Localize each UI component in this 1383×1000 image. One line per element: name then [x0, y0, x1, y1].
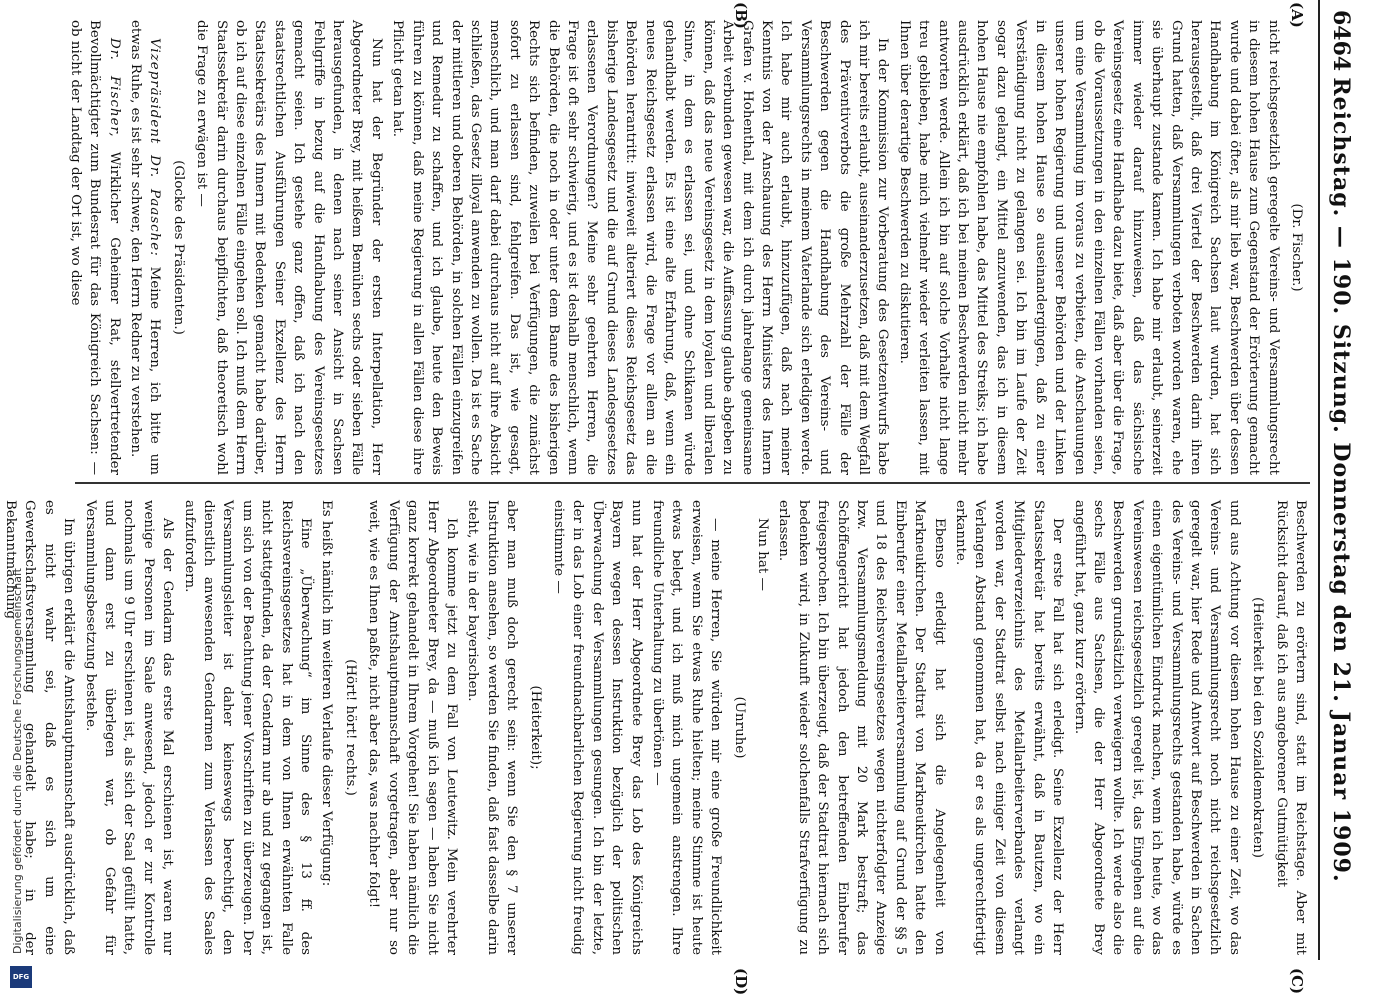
interjection: (Hört! hört! rechts.): [342, 659, 358, 796]
speaker-name: Dr. Fischer,: [106, 38, 122, 138]
paragraph: Nun hat —: [755, 518, 771, 591]
speaker-text: Meine Herren, ich bitte um etwas Ruhe, es ist sehr schwer, den Herrn Redner zu verstehen.: [128, 20, 163, 475]
quote-paragraph: Als der Gendarm das erste Mal erschienen ist, waren nur wenige Personen im Saale anwesend, jedoch er zur Kontrolle nochmals um 9 Uhr erschienen ist, als sich der Saal gefüllt hatte, und dann erst zu überlegen war, ob Gefahr für Versammlungsbesetzung bestehe.: [82, 500, 176, 955]
margin-mark-d: (D): [732, 968, 750, 996]
paragraph: Ich komme jetzt zu dem Fall von Leutewitz. Mein verehrter Herr Abgeordneter Brey, da — muß ich sagen — haben Sie nicht ganz korrekt gehandelt in Ihrem Vorgehen! Sie haben nämlich die Verfügung der Amtshauptmannschaft vorgetragen, aber nur so weit, wie es Ihnen paßte, nicht aber das, was nachher folgt!: [366, 500, 459, 955]
paragraph: Nun hat der Begründer der ersten Interpellation, Herr Abgeordneter Brey, mit heißem Bemühen sechs oder sieben Fälle herausgefunden, in denen nach seiner Ansicht in Sachsen Fehlgriffe in bezug auf die Handhabung des Vereinsgesetzes gemacht seien. Ich gestehe ganz offen, daß ich nach den staatsrechtlichen Ausführungen Seiner Exzellenz des Herrn Staatssekretärs des Innern mit Bedenken gemacht habe darüber, ob ich auf diese einzelnen Fälle eingehen soll. Ich muß dem Herrn Staatssekretär darin durchaus beipflichten, daß theoretisch wohl die Frage zu erwägen ist —: [194, 20, 384, 475]
margin-mark-a: (A): [1288, 2, 1306, 28]
page-number: 6464: [1328, 10, 1354, 72]
credit-sidebar: [6, 14, 34, 994]
dfg-logo-icon: DFG: [10, 966, 32, 988]
interjection: (Heiterkeit bei den Sozialdemokraten): [1250, 597, 1266, 858]
margin-mark-b: (B): [732, 2, 750, 29]
right-column: [0, 500, 1310, 955]
page-header: [1318, 0, 1360, 960]
credit-text: Digitalisierung gefördert durch die Deutsche Forschungsgemeinschaft: [11, 568, 24, 954]
paragraph: In der Kommission zur Vorberatung des Gesetzentwurfs habe ich mir bereits erlaubt, auseinanderzusetzen, daß mit dem Wegfall des Präventivverbots die große Mehrzahl der Fälle der Beschwerden gegen die Handhabung des Vereins- und Versammlungsrechts in meinem Vaterlande sich erledigen werde. Ich habe mir auch erlaubt, hinzuzufügen, daß nach meiner Kenntnis von der Anschauung des Herrn Ministers des Innern Grafen v. Hohenthal, mit dem ich durch jahrelange gemeinsame Arbeit verbunden gewesen war, die Auffassung glaube abgeben zu können, daß das neue Vereinsgesetz in dem loyalen und liberalen Sinne, in dem es erlassen sei, und ohne Schikanen würde gehandhabt werden. Es ist eine alte Erfahrung, daß, wenn ein neues Reichsgesetz erlassen wird, die Frage vor allem an die Behörden herantritt: inwieweit alteriert dieses Reichsgesetz das bisherige Landesgesetz und die auf Grund dieses Landesgesetzes erlassenen Verordnungen? Meine sehr geehrten Herren, die Frage ist oft sehr schwierig, und es ist deshalb menschlich, wenn die Behörden, die noch in oder unter dem Banne des bisherigen Rechts sich befinden, zuweilen bei Verfügungen, die zunächst sofort zu erlassen sind, fehlgreifen. Das ist, wie gesagt, menschlich, und man darf dabei durchaus nicht auf ihre Absicht schließen, das Gesetz illoyal anwenden zu wollen. Da ist es Sache der mittleren und oberen Behörden, in solchen Fällen einzugreifen und Remedur zu schaffen, und ich glaube, heute den Beweis führen zu können, daß meine Regierung in allen Fällen diese ihre Pflicht getan hat.: [390, 20, 891, 475]
paragraph: Der erste Fall hat sich erledigt. Seine Exzellenz der Herr Staatssekretär hat bereits erwähnt, daß in Bautzen, wo ein Mitgliederverzeichnis des Metallarbeiterverbandes verlangt worden war, der Stadtrat selbst nach einiger Zeit von diesem Verlangen Abstand genommen hat, da er es als ungerechtfertigt erkannte.: [953, 500, 1066, 955]
paragraph: Beschwerden zu erörtern sind, statt im Reichstage. Aber mit Rücksicht darauf, daß ich aus angeborener Gutmütigkeit: [1273, 500, 1308, 955]
paragraph: aber man muß doch gerecht sein: wenn Sie den § 7 unserer Instruktion ansehen, so werden Sie finden, daß fast dasselbe darin steht, wie in der bayerischen.: [465, 500, 520, 955]
interjection: (Unruhe): [731, 696, 747, 759]
page-title: Reichstag. — 190. Sitzung. Donnerstag den 21. Januar 1909.: [1328, 77, 1354, 883]
margin-mark-c: (C): [1288, 968, 1306, 995]
interjection: (Glocke des Präsidenten.): [170, 160, 186, 335]
paragraph: und aus Achtung vor diesem hohen Hause zu einer Zeit, wo das Vereins- und Versammlungsrecht noch nicht reichsgesetzlich geregelt war, hier Rede und Antwort auf Beschwerden in Sachen des Vereins- und Versammlungsrechts gestanden habe, würde es einen eigentümlichen Eindruck machen, wenn ich heute, wo das Vereinswesen reichsgesetzlich geregelt ist, das Eingehen auf die Beschwerden grundsätzlich verweigern wollte. Ich werde also die sechs Fälle aus Sachsen, die der Herr Abgeordnete Brey angeführt hat, ganz kurz erörtern.: [1071, 500, 1242, 955]
speaker-name: Vizepräsident Dr. Paasche:: [147, 38, 163, 257]
paragraph: Im übrigen erklärt die Amtshauptmannschaft ausdrücklich, daß es nicht wahr sei, daß es sich um eine Gewerkschaftsversammlung gehandelt habe; in der Bekanntmachung: [3, 500, 77, 955]
speaker-paragraph: [65, 20, 123, 475]
speaker-tag: (Dr. Fischer.): [1289, 203, 1304, 292]
column-divider: [75, 482, 1310, 484]
speaker-text: Wirklicher Geheimer Rat, stellvertretender Bevollmächtigter zum Bundesrat für das Königreich Sachsen: — ob nicht der Landtag der Ort ist, wo diese: [67, 20, 122, 476]
quote-paragraph: Eine „Überwachung“ im Sinne des § 13 ff. des Reichsvereinsgesetzes hat in dem von Ihnen erwähnten Falle nicht stattgefunden, da der Gendarm nur ab und zu gegangen ist, um sich von der Beachtung jener Vorschriften zu überzeugen. Der Versammlungsleiter ist daher keineswegs berechtigt, den dienstlich anwesenden Gendarmen zum Verlassen des Saales aufzufordern.: [181, 500, 314, 955]
interjection: (Heiterkeit);: [527, 685, 543, 770]
paragraph: — meine Herren, Sie würden mir eine große Freundlichkeit erweisen, wenn Sie etwas Ruhe hielten; meine Stimme ist heute etwas belegt, und ich muß mich ungemein anstrengen. Ihre freundliche Unterhaltung zu übertönen —: [650, 500, 724, 955]
speaker-paragraph: [126, 20, 165, 475]
paragraph: nicht reichsgesetzlich geregelte Vereins- und Versammlungsrecht in diesem hohen Hause zum Gegenstand der Erörterung gemacht wurde und dabei öfter, als mir lieb war, Beschwerden über dessen Handhabung im Königreich Sachsen laut wurden, hat sich herausgestellt, daß drei Viertel der Beschwerden darin ihren Grund hatten, daß Versammlungen verboten worden waren, ehe sie überhaupt zustande kamen. Ich habe mir erlaubt, seinerzeit immer wieder darauf hinzuweisen, daß das sächsische Vereinsgesetz eine Handhabe dazu biete, daß aber über die Frage, ob die Voraussetzungen in den einzelnen Fällen vorhanden seien, um eine Versammlung im voraus zu verbieten, die Anschauungen unserer hohen Regierung und unserer Behörden und der Linken in diesem hohen Hause so auseinandergingen, daß zu einer Verständigung nicht zu gelangen sei. Ich bin im Laufe der Zeit sogar dazu gelangt, ein Mittel anzuwenden, das ich in diesem hohen Hause nie empfohlen habe, das Mittel des Streiks; ich habe ausdrücklich erklärt, daß ich bei meinen Beschwerden nicht mehr antworten werde. Allein ich bin auf solche Vorhalte nicht lange treu geblieben, habe mich vielmehr wieder verleiten lassen, mit Ihnen über derartige Beschwerden zu diskutieren.: [896, 20, 1281, 475]
paragraph: nun hat der Herr Abgeordnete Brey das Lob des Königreichs Bayern wegen dessen Instruktion bezüglich der politischen Überwachung der Versammlungen gesungen. Ich bin der letzte, der in das Lob einer freundnachbarlichen Regierung nicht freudig einstimmte —: [550, 500, 644, 955]
paragraph: Ebenso erledigt hat sich die Angelegenheit von Markneukirchen. Der Stadtrat von Markneukirchen hatte den Einberufer einer Metallarbeiterversammlung auf Grund der §§ 5 und 18 des Reichsvereinsgesetzes wegen nichterfolgter Anzeige bzw. Versammlungsmeldung mit 20 Mark bestraft; das Schöffengericht hat jedoch den betreffenden Einberufer freigesprochen. Ich bin überzeugt, daß der Stadtrat hiernach sich bedenken wird, in Zukunft wieder solchenfalls Strafverfügung zu erlassen.: [776, 500, 947, 955]
left-column: [63, 20, 1310, 475]
paragraph: Es heißt nämlich im weiteren Verlaufe dieser Verfügung:: [319, 500, 335, 887]
